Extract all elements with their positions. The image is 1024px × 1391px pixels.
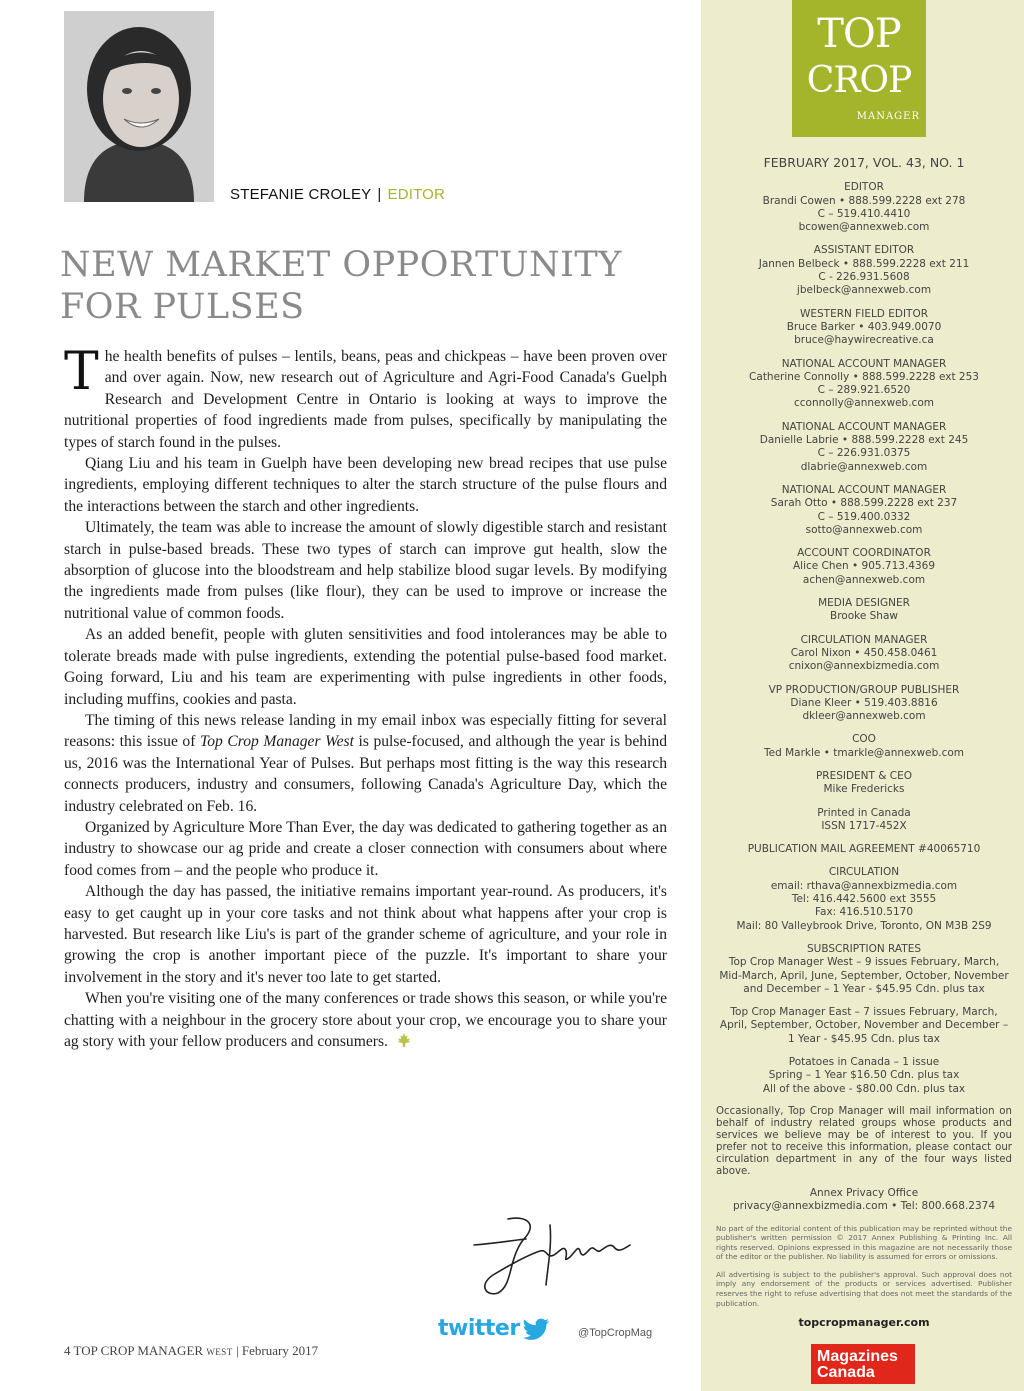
folio-date: February 2017 bbox=[241, 1343, 319, 1358]
subscription-rates bbox=[716, 943, 1012, 996]
staff-block bbox=[716, 597, 1012, 624]
staff-contact-line: Mike Fredericks bbox=[823, 783, 905, 796]
folio-publication: TOP CROP MANAGER bbox=[73, 1343, 204, 1358]
staff-role: EDITOR bbox=[844, 181, 884, 194]
masthead bbox=[716, 156, 1012, 1330]
issn: ISSN 1717-452X bbox=[821, 819, 907, 832]
staff-role: WESTERN FIELD EDITOR bbox=[799, 307, 929, 320]
paragraph-1-text: he health benefits of pulses – lentils, beans, peas and chickpeas – have been proven over and over again. Now, new research out of Agriculture and Agri-Food Canada's Guelph Research and Development Centre in Ontario is looking at ways to improve the nutritional properties of food ingredients made from pulses, specifically by manipulating the types of starch found in the pulses. bbox=[64, 348, 667, 451]
maple-leaf-icon bbox=[396, 1032, 412, 1048]
staff-contact-line: dkleer@annexweb.com bbox=[802, 710, 926, 723]
subscription-west: Top Crop Manager West – 9 issues February, March, Mid-March, April, June, September, October, November and December – 1 Year - $45.95 Cdn. plus tax bbox=[719, 956, 1009, 995]
staff-block bbox=[716, 634, 1012, 674]
privacy-office bbox=[716, 1187, 1012, 1214]
staff-block bbox=[716, 684, 1012, 724]
editor-photo bbox=[64, 11, 214, 202]
staff-role: COO bbox=[852, 733, 876, 746]
staff-contact-line: bcowen@annexweb.com bbox=[798, 221, 930, 234]
headline-line-1: NEW MARKET OPPORTUNITY bbox=[60, 245, 622, 285]
editor-name: STEFANIE CROLEY bbox=[230, 186, 372, 203]
staff-contact-line: C - 226.931.5608 bbox=[818, 271, 910, 284]
paragraph-3: Ultimately, the team was able to increase the amount of slowly digestible starch and resistant starch in pulse-based breads. These two types of starch can improve gut health, slow the absorption of glucose into the bloodstream and help stabilize blood sugar levels. By modifying the ingredients made from pulses (like flour), they can be used to improve or increase the nutritional value of common foods. bbox=[64, 519, 667, 622]
copyright-notice: No part of the editorial content of this publication may be reprinted without the publisher's written permission © 2017 Annex Publishing & Printing Inc. All rights reserved. Opinions expressed in this magazine are not necessarily those of the editor or the publisher. No liability is assumed for errors or omissions. bbox=[716, 1223, 1012, 1262]
staff-block bbox=[716, 308, 1012, 348]
staff-contact-line: C – 519.400.0332 bbox=[817, 510, 911, 523]
privacy-title: Annex Privacy Office bbox=[809, 1186, 919, 1199]
staff-role: NATIONAL ACCOUNT MANAGER bbox=[781, 357, 947, 370]
circulation-tel: Tel: 416.442.5600 ext 3555 bbox=[791, 893, 937, 906]
circulation-mail: Mail: 80 Valleybrook Drive, Toronto, ON M3B 2S9 bbox=[736, 919, 992, 932]
staff-contact-line: Danielle Labrie • 888.599.2228 ext 245 bbox=[759, 434, 969, 447]
staff-contact-line: C – 289.921.6520 bbox=[817, 384, 911, 397]
staff-role: ACCOUNT COORDINATOR bbox=[797, 547, 931, 560]
staff-contact-line: Alice Chen • 905.713.4369 bbox=[792, 560, 936, 573]
staff-contact-line: cconnolly@annexweb.com bbox=[794, 397, 934, 410]
all-rate: All of the above - $80.00 Cdn. plus tax bbox=[762, 1082, 966, 1095]
logo-top: TOP bbox=[817, 11, 901, 57]
issue-info: FEBRUARY 2017, VOL. 43, NO. 1 bbox=[763, 155, 965, 170]
subscription-title: SUBSCRIPTION RATES bbox=[806, 942, 921, 955]
staff-contact-line: dlabrie@annexweb.com bbox=[800, 460, 928, 473]
paragraph-5-text-a: The timing of this news release landing in my email inbox was especially fitting for several reasons: this issue of bbox=[64, 711, 667, 751]
circulation-block bbox=[716, 866, 1012, 932]
printed-in: Printed in Canada bbox=[817, 806, 911, 819]
paragraph-8 bbox=[64, 988, 667, 1052]
staff-contact-line: cnixon@annexbizmedia.com bbox=[788, 660, 940, 673]
staff-contact-line: Diane Kleer • 519.403.8816 bbox=[790, 696, 938, 709]
mag-canada-line-2: Canada bbox=[817, 1364, 875, 1381]
staff-role: ASSISTANT EDITOR bbox=[813, 244, 915, 257]
mail-agreement: PUBLICATION MAIL AGREEMENT #40065710 bbox=[747, 843, 981, 856]
staff-role: VP PRODUCTION/GROUP PUBLISHER bbox=[768, 683, 960, 696]
article-headline bbox=[60, 244, 680, 328]
staff-block bbox=[716, 181, 1012, 234]
staff-contact-line: Brooke Shaw bbox=[830, 610, 898, 623]
twitter-wordmark: twitter bbox=[438, 1316, 520, 1341]
editor-signature bbox=[468, 1205, 638, 1300]
staff-block bbox=[716, 484, 1012, 537]
editor-role: EDITOR bbox=[387, 186, 446, 203]
editor-portrait-image bbox=[64, 11, 214, 202]
paragraph-2: Qiang Liu and his team in Guelph have been developing new bread recipes that use pulse ingredients, employing different techniques to alter the starch structure of the pulse flours and the interactions between the starch and other ingredients. bbox=[64, 455, 667, 515]
paragraph-5-text-b: is pulse-focused, and although the year is behind us, 2016 was the International Year of Pulses. But perhaps most fitting is the way this research connects producers, industry and consumers, following Canada's Agriculture Day, which the industry celebrated on Feb. 16. bbox=[64, 733, 668, 815]
staff-contact-line: Catherine Connolly • 888.599.2228 ext 253 bbox=[749, 370, 979, 383]
paragraph-5 bbox=[64, 710, 667, 817]
headline-line-2: FOR PULSES bbox=[60, 287, 305, 327]
website-link[interactable]: topcropmanager.com bbox=[798, 1316, 930, 1330]
staff-contact-line: jbelbeck@annexweb.com bbox=[796, 284, 932, 297]
editor-byline bbox=[230, 186, 445, 203]
staff-contact-line: Carol Nixon • 450.458.0461 bbox=[790, 646, 938, 659]
twitter-handle[interactable]: @TopCropMag bbox=[578, 1327, 653, 1339]
subscription-east: Top Crop Manager East – 7 issues February, March, April, September, October, November and December – 1 Year - $45.95 Cdn. plus tax bbox=[719, 1006, 1009, 1045]
paragraph-6: Organized by Agriculture More Than Ever, the day was dedicated to gathering together as an industry to showcase our ag pride and create a closer connection with consumers about where food comes from – and the people who produce it. bbox=[64, 818, 667, 879]
staff-contact-line: sotto@annexweb.com bbox=[805, 523, 923, 536]
paragraph-7: Although the day has passed, the initiative remains important year-round. As producers, it's easy to get caught up in your core tasks and not think about what happens after your crop is harvested. But research like Liu's is part of the grander scheme of agriculture, and your role in growing the crop is another important piece of the puzzle. It's important to share your involvement in the story and it's never too late to get started. bbox=[64, 883, 667, 986]
staff-block bbox=[716, 733, 1012, 760]
logo-manager: MANAGER bbox=[856, 111, 920, 122]
staff-contact-line: achen@annexweb.com bbox=[802, 573, 926, 586]
top-crop-manager-logo bbox=[792, 0, 926, 137]
magazines-canada-logo bbox=[811, 1344, 915, 1384]
staff-contact-line: Jannen Belbeck • 888.599.2228 ext 211 bbox=[758, 257, 970, 270]
publication-title-italic: Top Crop Manager West bbox=[199, 733, 354, 751]
potatoes-rate: Spring – 1 Year $16.50 Cdn. plus tax bbox=[768, 1069, 960, 1082]
circulation-fax: Fax: 416.510.5170 bbox=[814, 906, 914, 919]
staff-list bbox=[716, 181, 1012, 796]
page-folio bbox=[64, 1343, 318, 1359]
folio-separator: | bbox=[236, 1343, 239, 1358]
circulation-title: CIRCULATION bbox=[828, 866, 900, 879]
staff-role: PRESIDENT & CEO bbox=[815, 769, 913, 782]
paragraph-1 bbox=[64, 342, 667, 453]
byline-separator: | bbox=[377, 186, 382, 203]
subscription-potatoes bbox=[716, 1056, 1012, 1096]
staff-contact-line: Brandi Cowen • 888.599.2228 ext 278 bbox=[762, 194, 966, 207]
staff-block bbox=[716, 770, 1012, 797]
staff-block bbox=[716, 421, 1012, 474]
advertising-notice: All advertising is subject to the publisher's approval. Such approval does not imply any endorsement of the products or services advertised. Publisher reserves the right to refuse advertising that does not meet the standards of the publication. bbox=[716, 1269, 1012, 1308]
staff-role: MEDIA DESIGNER bbox=[818, 597, 910, 610]
potatoes-title: Potatoes in Canada – 1 issue bbox=[788, 1056, 940, 1069]
folio-edition: WEST bbox=[206, 1347, 233, 1357]
mag-canada-line-1: Magazines bbox=[817, 1348, 898, 1365]
paragraph-4: As an added benefit, people with gluten sensitivities and food intolerances may be able to tolerate breads made with pulse ingredients, extending the potential pulse-based food market. Going forward, Liu and his team are experimenting with pulse ingredients in other foods, including muffins, cookies and pasta. bbox=[64, 626, 667, 708]
article-body bbox=[64, 342, 668, 1052]
staff-role: NATIONAL ACCOUNT MANAGER bbox=[781, 420, 947, 433]
staff-block bbox=[716, 244, 1012, 297]
staff-role: CIRCULATION MANAGER bbox=[800, 633, 928, 646]
staff-contact-line: bruce@haywirecreative.ca bbox=[794, 334, 934, 347]
drop-cap: T bbox=[64, 342, 99, 402]
staff-contact-line: Ted Markle • tmarkle@annexweb.com bbox=[764, 746, 964, 759]
staff-contact-line: C – 226.931.0375 bbox=[817, 447, 911, 460]
circulation-email[interactable]: email: rthava@annexbizmedia.com bbox=[770, 879, 958, 892]
page-number: 4 bbox=[64, 1343, 71, 1358]
staff-role: NATIONAL ACCOUNT MANAGER bbox=[781, 483, 947, 496]
mailing-notice: Occasionally, Top Crop Manager will mail information on behalf of industry related groups whose products and services we believe may be of interest to you. If you prefer not to receive this information, please contact our circulation department in any of the four ways listed above. bbox=[716, 1105, 1012, 1177]
privacy-contact[interactable]: privacy@annexbizmedia.com • Tel: 800.668.2374 bbox=[732, 1200, 996, 1213]
staff-contact-line: Sarah Otto • 888.599.2228 ext 237 bbox=[770, 497, 958, 510]
paragraph-8-text: When you're visiting one of the many conferences or trade shows this season, or while you're chatting with a neighbour in the grocery store about your crop, we encourage you to share your ag story with your fellow producers and consumers. bbox=[64, 990, 667, 1050]
printed-info bbox=[716, 807, 1012, 834]
staff-contact-line: C – 519.410.4410 bbox=[817, 207, 911, 220]
twitter-logo[interactable] bbox=[438, 1316, 550, 1341]
staff-contact-line: Bruce Barker • 403.949.0070 bbox=[786, 320, 942, 333]
logo-crop: CROP bbox=[806, 60, 912, 101]
staff-block bbox=[716, 358, 1012, 411]
twitter-bird-icon bbox=[522, 1318, 550, 1340]
staff-block bbox=[716, 547, 1012, 587]
